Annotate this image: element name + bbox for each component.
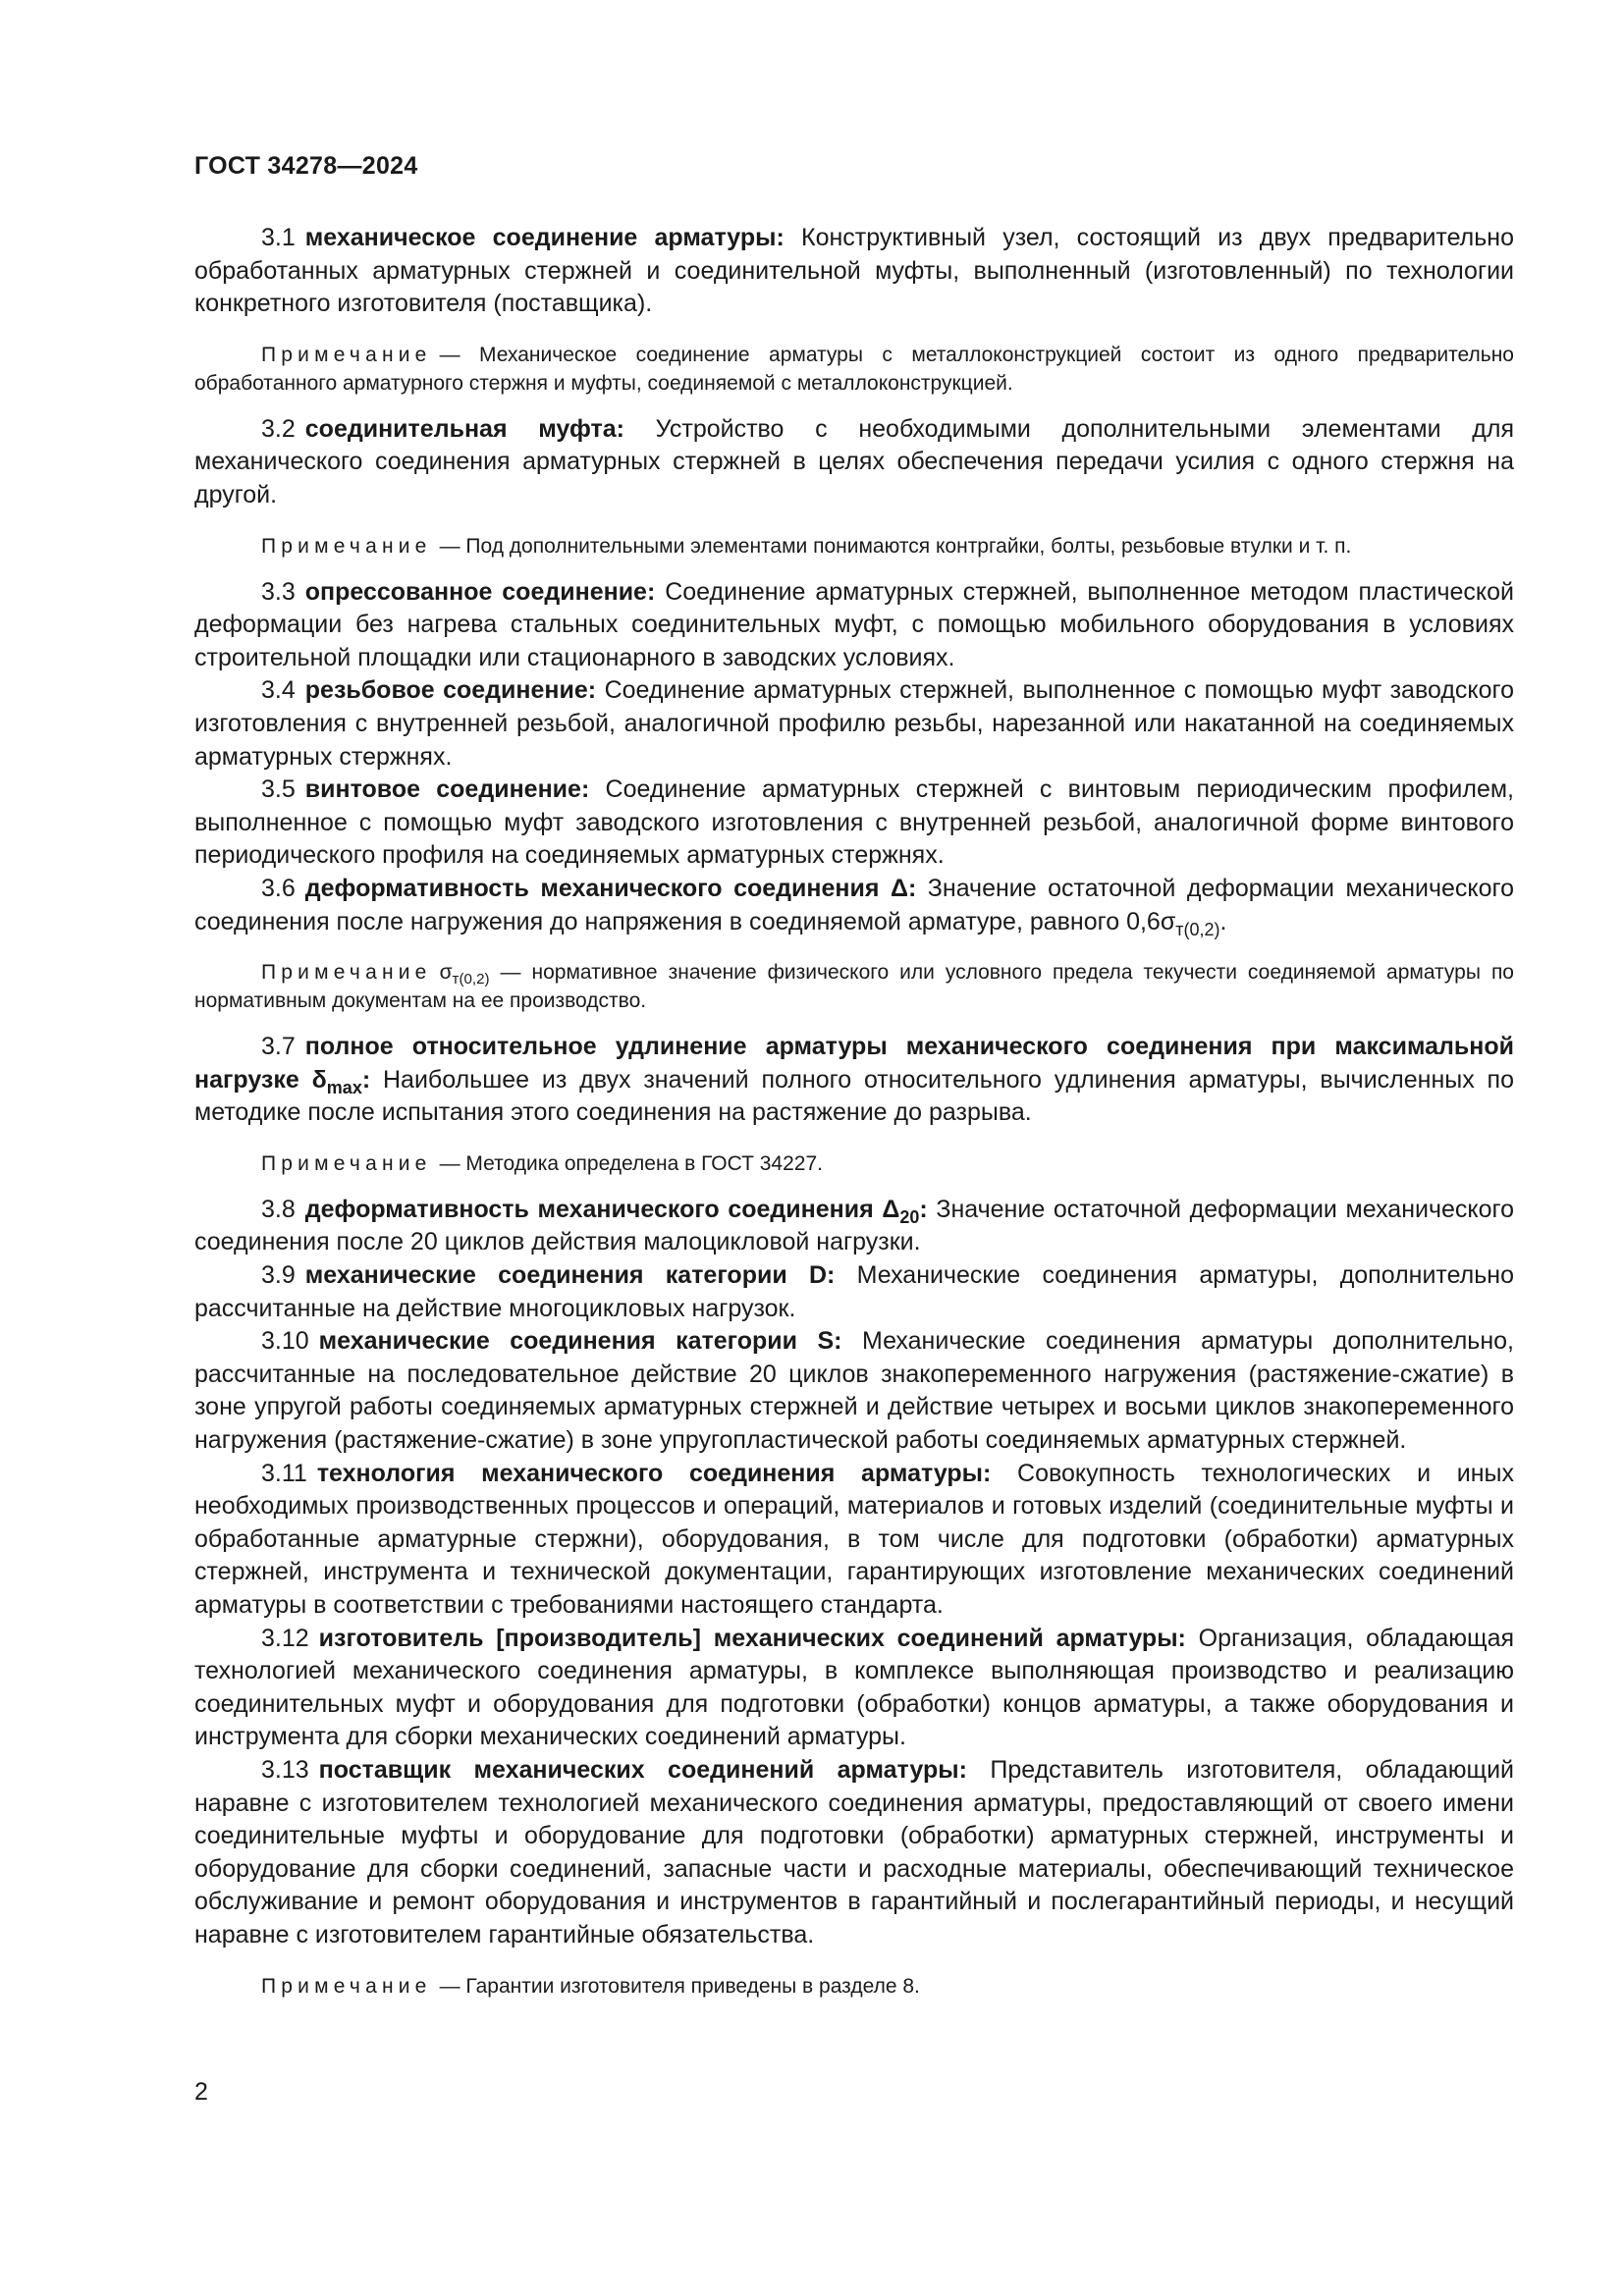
term-definition: Представитель изготовителя, обладающий наравне с изготовителем технологией механического соединения арматуры, предоставляющий от своего имени соединительные муфты и оборудование для подготовки (обработки) арматурных стержней, инструменты и оборудование для сборки соединений, запасные части и расходные материалы, обеспечивающий техническое обслуживание и ремонт оборудования и инструментов в гарантийный и послегарантийный периоды, и несущий наравне с изготовителем гарантийные обязательства.	[194, 1755, 1514, 1949]
sigma-symbol: σ	[1160, 907, 1176, 935]
term-number: 3.3	[261, 577, 296, 606]
note-label: Примечание	[261, 1151, 432, 1175]
sigma-subscript: т(0,2)	[452, 970, 490, 988]
term-name: изготовитель [производитель] механических соединений арматуры:	[318, 1624, 1186, 1652]
note-3-13	[194, 1972, 1514, 2001]
sigma-subscript: т(0,2)	[1175, 919, 1220, 939]
delta-symbol: Δ	[890, 874, 908, 902]
term-definition: Организация, обладающая технологией механического соединения арматуры, в комплексе выполняющая производство и реализацию соединительных муфт и оборудования для подготовки (обработки) концов арматуры, а также оборудования и инструмента для сборки механических соединений арматуры.	[194, 1624, 1515, 1751]
term-name: механическое соединение арматуры:	[304, 224, 785, 251]
note-text: — Механическое соединение арматуры с металлоконструкцией состоит из одного предварительно обработанного арматурного стержня и муфты, соединяемой с металлоконструкцией.	[194, 343, 1514, 395]
term-name: полное относительное удлинение арматуры механического соединения при максимальной нагрузке	[194, 1033, 1514, 1094]
term-definition: Соединение арматурных стержней, выполненное методом пластической деформации без нагрева стальных соединительных муфт, с помощью мобильного оборудования в условиях строительной площадки или стационарного в заводских условиях.	[194, 577, 1515, 671]
term-3-8: 3.8 деформативность механического соединения $\Delta_{20}$: Значение остаточной деформации механического соединения после 20 циклов действия малоцикловой нагрузки.	[194, 1195, 1514, 1256]
term-number: 3.5	[261, 775, 296, 804]
term-3-2	[194, 413, 1514, 512]
term-definition: Конструктивный узел, состоящий из двух предварительно обработанных арматурных стержней и соединительной муфты, выполненный (изготовленный) по технологии конкретного изготовителя (поставщика).	[194, 224, 1514, 318]
term-name: резьбовое соединение:	[304, 676, 597, 705]
note-label: Примечание	[261, 534, 432, 558]
term-3-10	[194, 1325, 1514, 1457]
term-definition: Совокупность технологических и иных необходимых производственных процессов и операций, материалов и готовых изделий (соединительные муфты и обработанные арматурные стержни), оборудования, в том числе для подготовки (обработки) арматурных стержней, инструмента и технической документации, гарантирующих изготовление механических соединений арматуры в соответствии с требованиями настоящего стандарта.	[194, 1459, 1514, 1619]
note-text: — нормативное значение физического или условного предела текучести соединяемой арматуры по нормативным документам на ее производство.	[194, 961, 1514, 1013]
sigma-symbol: σ	[439, 961, 453, 985]
term-number: 3.13	[261, 1755, 309, 1784]
term-name: опрессованное соединение:	[304, 577, 656, 606]
term-definition: Устройство с необходимыми дополнительными элементами для механического соединения арматурных стержней в целях обеспечения передачи усилия с одного стержня на другой.	[194, 414, 1514, 508]
term-name: поставщик механических соединений арматуры:	[318, 1755, 967, 1784]
note-text: — Гарантии изготовителя приведены в разделе 8.	[439, 1974, 920, 1998]
term-3-12	[194, 1623, 1514, 1754]
term-number: 3.11	[261, 1459, 307, 1487]
note-text: — Методика определена в ГОСТ 34227.	[439, 1151, 823, 1175]
term-3-11	[194, 1458, 1514, 1623]
term-number: 3.6	[261, 874, 296, 902]
note-3-7	[194, 1149, 1514, 1178]
note-3-1	[194, 341, 1514, 398]
term-definition: Соединение арматурных стержней, выполненное с помощью муфт заводского изготовления с внутренней резьбой, аналогичной профилю резьбы, нарезанной или накатанной на соединяемых арматурных стержнях.	[194, 676, 1514, 771]
delta-symbol: Δ	[882, 1195, 900, 1223]
term-definition: Механические соединения арматуры, дополнительно рассчитанные на действие многоцикловых нагрузок.	[194, 1261, 1515, 1322]
delta-max-symbol: δ	[311, 1065, 327, 1094]
term-3-5	[194, 774, 1514, 873]
coefficient: 0,6	[1126, 907, 1161, 935]
term-name: технология механического соединения арматуры:	[316, 1459, 992, 1487]
term-3-1	[194, 222, 1514, 321]
term-3-7: 3.7 полное относительное удлинение арматуры механического соединения при максимальной нагрузке $\delta_{max}$: Наибольшее из двух значений полного относительного удлинения арматуры, вычисленных по методике после испытания этого соединения на растяжение до разрыва.	[194, 1033, 1515, 1127]
term-name: винтовое соединение:	[304, 775, 590, 804]
note-3-6	[194, 958, 1514, 1015]
term-number: 3.12	[261, 1624, 309, 1652]
page-number: 2	[194, 2078, 208, 2106]
note-label: Примечание	[261, 961, 432, 985]
note-label: Примечание	[261, 1974, 432, 1998]
term-definition: Значение остаточной деформации механического соединения после нагружения до напряжения в соединяемой арматуре, равного	[194, 874, 1514, 935]
term-number: 3.8	[261, 1195, 296, 1223]
term-3-13	[194, 1754, 1514, 1952]
term-number: 3.10	[261, 1327, 309, 1356]
term-name: деформативность механического соединения	[304, 874, 880, 902]
term-3-3	[194, 576, 1514, 675]
term-definition: Наибольшее из двух значений полного относительного удлинения арматуры, вычисленных по методике после испытания этого соединения на растяжение до разрыва.	[194, 1065, 1515, 1127]
term-3-4	[194, 674, 1514, 774]
note-text: — Под дополнительными элементами понимаются контргайки, болты, резьбовые втулки и т. п.	[439, 534, 1352, 558]
term-name: соединительная муфта:	[304, 414, 624, 443]
term-3-9	[194, 1259, 1514, 1325]
term-number: 3.9	[261, 1261, 296, 1290]
term-name: механические соединения категории D:	[304, 1261, 836, 1290]
term-definition: Соединение арматурных стержней с винтовым периодическим профилем, выполненное с помощью муфт заводского изготовления с внутренней резьбой, аналогичной форме винтового периодического профиля на соединяемых арматурных стержнях.	[194, 775, 1514, 870]
term-number: 3.7	[261, 1033, 296, 1061]
term-number: 3.4	[261, 676, 296, 705]
term-name: деформативность механического соединения	[304, 1195, 874, 1223]
note-3-2	[194, 532, 1514, 561]
term-number: 3.2	[261, 414, 296, 443]
term-number: 3.1	[261, 224, 296, 251]
delta-20-subscript: 20	[899, 1206, 920, 1227]
document-header: ГОСТ 34278—2024	[194, 152, 418, 180]
note-label: Примечание	[261, 343, 432, 366]
term-definition: Значение остаточной деформации механического соединения после 20 циклов действия малоцикловой нагрузки.	[194, 1195, 1514, 1256]
term-definition: Механические соединения арматуры дополнительно, рассчитанные на последовательное действие 20 циклов знакопеременного нагружения (растяжение-сжатие) в зоне упругой работы соединяемых арматурных стержней и действие четырех и восьми циклов знакопеременного нагружения (растяжение-сжатие) в зоне упругопластической работы соединяемых арматурных стержней.	[194, 1327, 1514, 1455]
term-3-6: 3.6 деформативность механического соединения Δ: Значение остаточной деформации механического соединения после нагружения до напряжения в соединяемой арматуре, равного $0,6\sigma_{т(0,2)}$.	[194, 874, 1514, 939]
term-name: механические соединения категории S:	[318, 1327, 842, 1356]
delta-max-subscript: max	[326, 1077, 362, 1097]
terms-section	[194, 222, 1514, 2016]
